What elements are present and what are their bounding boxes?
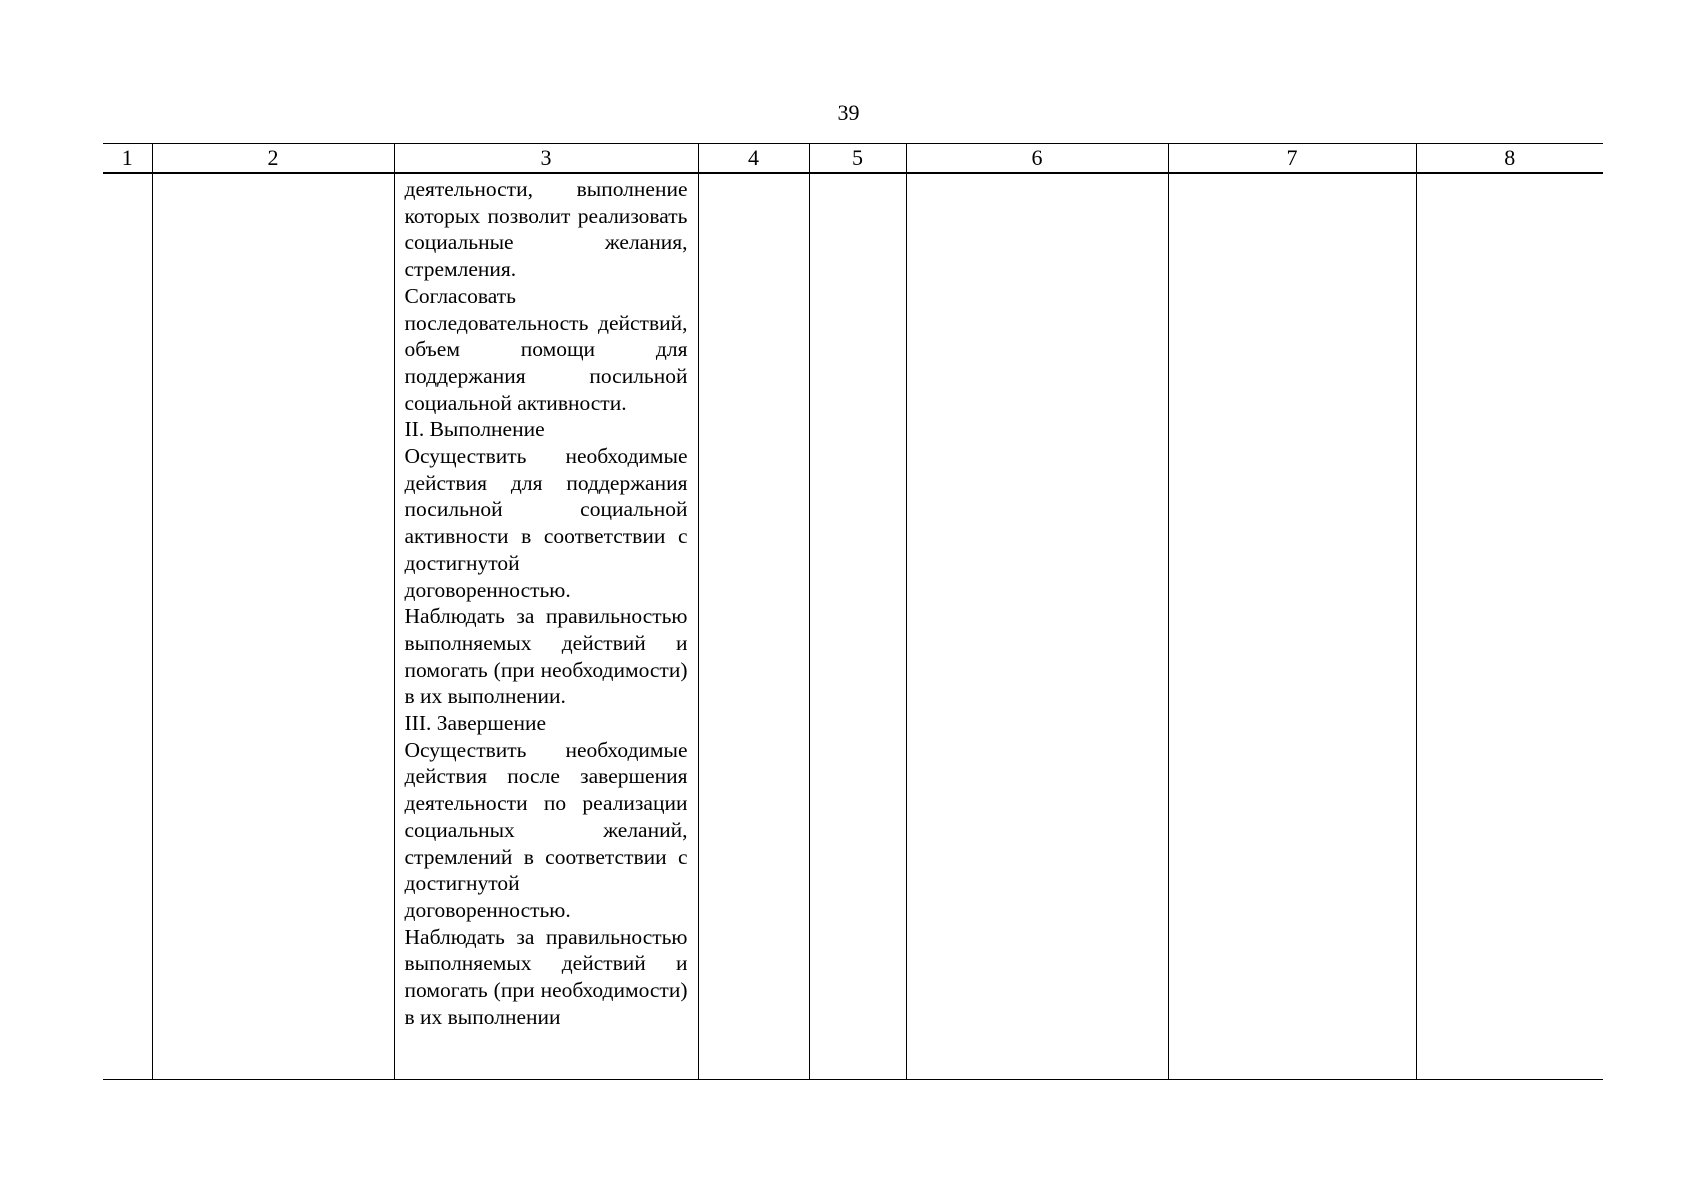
- procedure-paragraph: Осуществить необходимые действия для поддержания посильной социальной активности в соответствии с достигнутой договоренностью.: [404, 444, 688, 602]
- table-cell-col2: [152, 173, 394, 1080]
- table-cell-col8: [1416, 173, 1603, 1080]
- procedure-paragraph: деятельности, выполнение которых позволит реализовать социальные желания, стремления.: [404, 177, 688, 282]
- document-table: [103, 143, 1603, 1080]
- table-cell-col4: [698, 173, 809, 1080]
- procedure-paragraph: Наблюдать за правильностью выполняемых действий и помогать (при необходимости) в их выполнении.: [404, 604, 688, 709]
- procedure-paragraph: Осуществить необходимые действия после завершения деятельности по реализации социальных желаний, стремлений в соответствии с достигнутой договоренностью.: [404, 737, 688, 922]
- table-row: [103, 173, 1603, 1080]
- table-cell-col1: [103, 173, 152, 1080]
- table-cell-col6: [906, 173, 1168, 1080]
- document-table-wrapper: [103, 143, 1603, 1080]
- procedure-text: [395, 174, 698, 1031]
- column-header-8: 8: [1416, 144, 1603, 174]
- section-heading-execution: II. Выполнение: [404, 417, 545, 442]
- section-heading-completion: III. Завершение: [404, 711, 547, 736]
- column-header-2: 2: [152, 144, 394, 174]
- procedure-paragraph: Согласовать последовательность действий, объем помощи для поддержания посильной социальной активности.: [404, 283, 688, 415]
- procedure-paragraph: Наблюдать за правильностью выполняемых действий и помогать (при необходимости) в их выполнении: [404, 924, 688, 1029]
- table-header-row: [103, 144, 1603, 174]
- column-header-6: 6: [906, 144, 1168, 174]
- column-header-3: 3: [394, 144, 698, 174]
- column-header-4: 4: [698, 144, 809, 174]
- table-cell-col7: [1168, 173, 1416, 1080]
- table-cell-col5: [809, 173, 906, 1080]
- table-cell-col3: [394, 173, 698, 1080]
- column-header-7: 7: [1168, 144, 1416, 174]
- column-header-5: 5: [809, 144, 906, 174]
- column-header-1: 1: [103, 144, 152, 174]
- page-number: 39: [837, 100, 860, 125]
